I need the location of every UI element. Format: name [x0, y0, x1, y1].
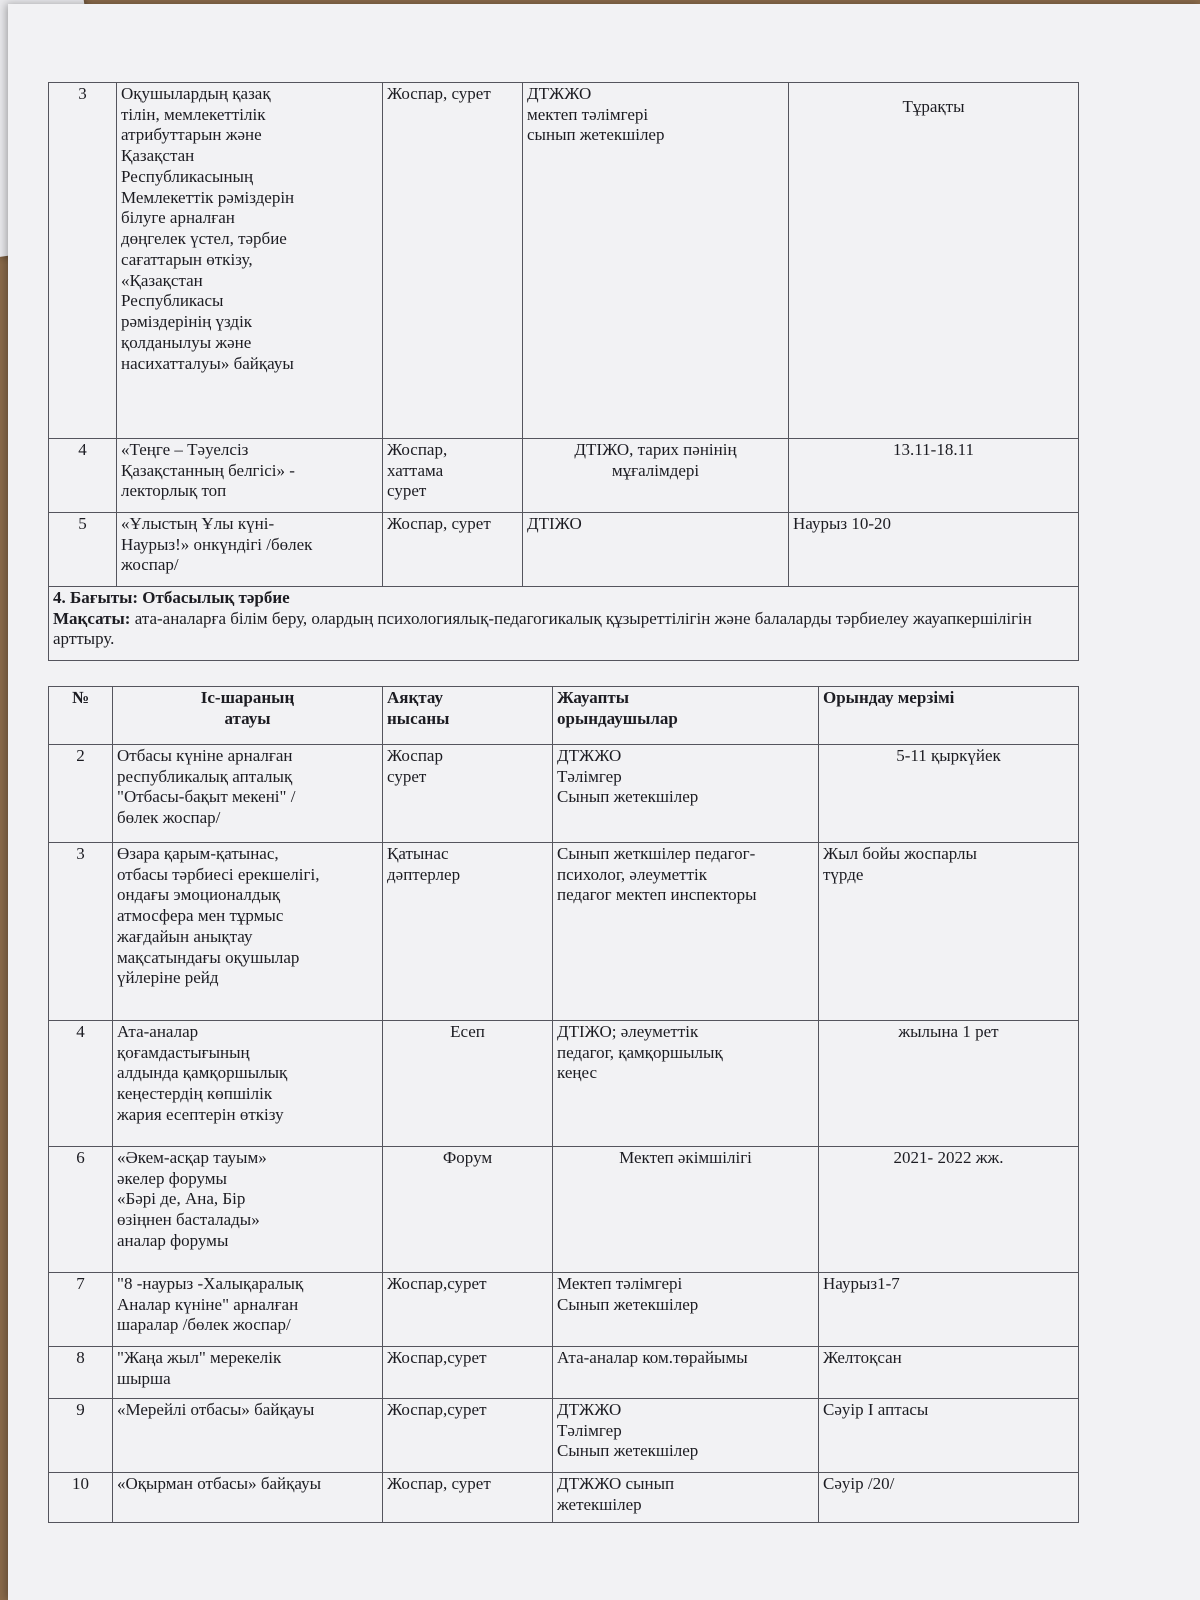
row-number: 6 — [49, 1147, 113, 1273]
table-row — [49, 1399, 1079, 1473]
responsible-cell: ДТІЖО — [523, 513, 789, 587]
goal-text: ата-аналарға білім беру, олардың психологиялық-педагогикалық құзыреттілігін және балаларды тәрбиелеу жауапкершілігін арттыру. — [53, 608, 1032, 649]
section-title: 4. Бағыты: Отбасылық тәрбие — [53, 588, 290, 607]
completion-form-cell: Форум — [383, 1147, 553, 1273]
event-name-cell: Отбасы күніне арналған республикалық апталық "Отбасы-бақыт мекені" / бөлек жоспар/ — [113, 745, 383, 843]
completion-form-cell: Жоспар, сурет — [383, 513, 523, 587]
responsible-cell: ДТЖЖО сынып жетекшілер — [553, 1473, 819, 1523]
row-number: 4 — [49, 1021, 113, 1147]
row-number: 4 — [49, 439, 117, 513]
table-row — [49, 513, 1079, 587]
family-education-table — [48, 686, 1079, 1523]
row-number: 9 — [49, 1399, 113, 1473]
top-table — [48, 82, 1079, 661]
completion-form-cell: Жоспар сурет — [383, 745, 553, 843]
responsible-cell: Ата-аналар ком.төрайымы — [553, 1347, 819, 1399]
deadline-cell: 13.11-18.11 — [789, 439, 1079, 513]
header-number: № — [49, 687, 113, 745]
table-row — [49, 1347, 1079, 1399]
responsible-cell: ДТІЖО, тарих пәнінің мұғалімдері — [523, 439, 789, 513]
row-number: 2 — [49, 745, 113, 843]
table-row — [49, 843, 1079, 1021]
completion-form-cell: Қатынас дәптерлер — [383, 843, 553, 1021]
event-name-cell: «Мерейлі отбасы» байқауы — [113, 1399, 383, 1473]
completion-form-cell: Есеп — [383, 1021, 553, 1147]
event-name-cell: "Жаңа жыл" мерекелік шырша — [113, 1347, 383, 1399]
table-row — [49, 745, 1079, 843]
document-page — [8, 4, 1200, 1600]
table-row — [49, 1021, 1079, 1147]
deadline-cell: Сәуір І аптасы — [819, 1399, 1079, 1473]
deadline-cell: 2021- 2022 жж. — [819, 1147, 1079, 1273]
row-number: 8 — [49, 1347, 113, 1399]
responsible-cell: Сынып жеткшілер педагог- психолог, әлеуметтік педагог мектеп инспекторы — [553, 843, 819, 1021]
header-event-name: Іс-шараның атауы — [113, 687, 383, 745]
goal-label: Мақсаты: — [53, 608, 131, 628]
header-deadline: Орындау мерзімі — [819, 687, 1079, 745]
row-number: 5 — [49, 513, 117, 587]
row-number: 3 — [49, 843, 113, 1021]
deadline-cell: Жыл бойы жоспарлы түрде — [819, 843, 1079, 1021]
event-name-cell: «Ұлыстың Ұлы күні- Наурыз!» онкүндігі /бөлек жоспар/ — [117, 513, 383, 587]
responsible-cell: Мектеп әкімшілігі — [553, 1147, 819, 1273]
responsible-cell: ДТІЖО; әлеуметтік педагог, қамқоршылық кеңес — [553, 1021, 819, 1147]
completion-form-cell: Жоспар,сурет — [383, 1399, 553, 1473]
table-header-row — [49, 687, 1079, 745]
event-name-cell: Оқушылардың қазақ тілін, мемлекеттілік атрибуттарын және Қазақстан Республикасының Мемлекеттік рәміздерін білуге арналған дөңгелек үстел, тәрбие сағаттарын өткізу, «Қазақстан Республикасы рәміздерінің үздік қолданылуы және насихатталуы» байқауы — [117, 83, 383, 439]
table-row — [49, 1273, 1079, 1347]
responsible-cell: Мектеп тәлімгері Сынып жетекшілер — [553, 1273, 819, 1347]
responsible-cell: ДТЖЖО Тәлімгер Сынып жетекшілер — [553, 1399, 819, 1473]
row-number: 3 — [49, 83, 117, 439]
completion-form-cell: Жоспар, сурет — [383, 83, 523, 439]
deadline-cell: Желтоқсан — [819, 1347, 1079, 1399]
deadline-cell: 5-11 қыркүйек — [819, 745, 1079, 843]
completion-form-cell: Жоспар, хаттама сурет — [383, 439, 523, 513]
deadline-cell: Тұрақты — [789, 83, 1079, 439]
completion-form-cell: Жоспар,сурет — [383, 1273, 553, 1347]
header-completion-form: Аяқтау нысаны — [383, 687, 553, 745]
event-name-cell: Өзара қарым-қатынас, отбасы тәрбиесі ерекшелігі, ондағы эмоционалдық атмосфера мен тұрмыс жағдайын анықтау мақсатындағы оқушылар үйлеріне рейд — [113, 843, 383, 1021]
section-goal — [53, 609, 1074, 650]
responsible-cell: ДТЖЖО мектеп тәлімгері сынып жетекшілер — [523, 83, 789, 439]
event-name-cell: «Теңге – Тәуелсіз Қазақстанның белгісі» - лекторлық топ — [117, 439, 383, 513]
responsible-cell: ДТЖЖО Тәлімгер Сынып жетекшілер — [553, 745, 819, 843]
table-row — [49, 1147, 1079, 1273]
table-row — [49, 83, 1079, 439]
event-name-cell: «Әкем-асқар тауым» әкелер форумы «Бәрі де, Ана, Бір өзіңнен басталады» аналар форумы — [113, 1147, 383, 1273]
header-responsible: Жауапты орындаушылар — [553, 687, 819, 745]
deadline-cell: жылына 1 рет — [819, 1021, 1079, 1147]
row-number: 7 — [49, 1273, 113, 1347]
deadline-cell: Наурыз1-7 — [819, 1273, 1079, 1347]
row-number: 10 — [49, 1473, 113, 1523]
event-name-cell: Ата-аналар қоғамдастығының алдында қамқоршылық кеңестердің көпшілік жария есептерін өткізу — [113, 1021, 383, 1147]
table-row — [49, 439, 1079, 513]
section-block — [49, 587, 1079, 661]
table-row — [49, 1473, 1079, 1523]
deadline-cell: Наурыз 10-20 — [789, 513, 1079, 587]
event-name-cell: "8 -наурыз -Халықаралық Аналар күніне" арналған шаралар /бөлек жоспар/ — [113, 1273, 383, 1347]
event-name-cell: «Оқырман отбасы» байқауы — [113, 1473, 383, 1523]
deadline-cell: Сәуір /20/ — [819, 1473, 1079, 1523]
section-header-row — [49, 587, 1079, 661]
completion-form-cell: Жоспар,сурет — [383, 1347, 553, 1399]
completion-form-cell: Жоспар, сурет — [383, 1473, 553, 1523]
